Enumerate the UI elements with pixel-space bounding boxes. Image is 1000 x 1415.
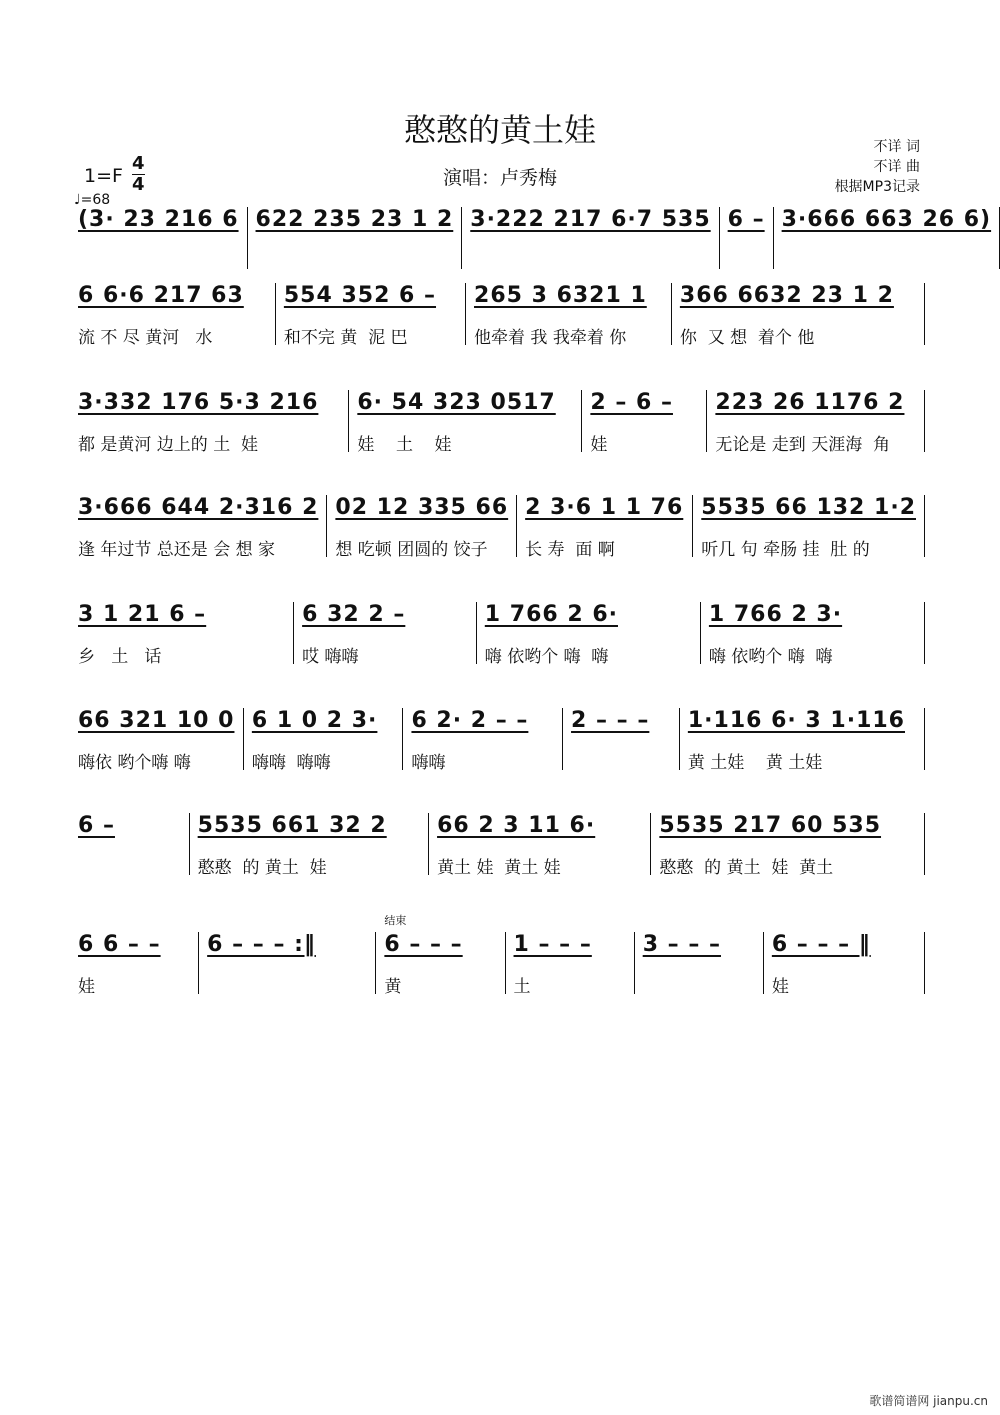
measure (403, 708, 563, 773)
notes: 3·666 663 26 6) (781, 207, 992, 232)
notes: 366 6632 23 1 2 (679, 283, 894, 308)
measure-line (70, 813, 925, 878)
notes: 5535 66 132 1·2 (701, 495, 916, 520)
lyrics: 娃 (78, 977, 95, 997)
measure (672, 283, 925, 348)
notes: 1 – – – (513, 932, 592, 957)
lyrics: 娃 (590, 435, 608, 455)
notes: 6 – – – :‖ (207, 932, 316, 957)
notes: 5535 661 32 2 (197, 813, 387, 838)
notes: 6 32 2 – (302, 602, 406, 627)
lyrics: 憨憨 的 黄土 娃 黄土 (659, 858, 834, 878)
lyrics: 想 吃顿 团圆的 饺子 (335, 540, 488, 560)
measure (774, 207, 1000, 269)
key-signature: 1=F (84, 165, 123, 187)
measure (244, 708, 404, 773)
meter-denominator: 4 (132, 174, 145, 195)
measure-line (70, 914, 925, 997)
staff-row (70, 602, 925, 667)
lyrics (78, 853, 181, 875)
measure (466, 283, 672, 348)
notes: 6 6·6 217 63 (78, 283, 244, 308)
lyrics: 娃 土 娃 (357, 435, 452, 455)
measure (462, 207, 719, 269)
measure (582, 390, 707, 455)
measure (517, 495, 693, 560)
notes: 5535 217 60 535 (659, 813, 882, 838)
notes: 6 – – – ‖ (771, 932, 871, 957)
measure (70, 813, 190, 875)
measure (506, 932, 635, 997)
notes: 1 766 2 6· (484, 602, 618, 627)
measure (70, 708, 244, 773)
notes: 6 – (727, 207, 765, 232)
notes: 265 3 6321 1 (474, 283, 647, 308)
notes: 1 766 2 3· (708, 602, 843, 627)
measure-line (70, 283, 925, 348)
lyrics (470, 247, 710, 269)
lyrics: 黄 土娃 黄 土娃 (687, 753, 823, 773)
notes: 02 12 335 66 (335, 495, 509, 520)
lyrics (207, 972, 367, 994)
credits (835, 137, 920, 197)
staff-row (70, 495, 925, 560)
lyrics: 听几 句 牵肠 挂 肚 的 (701, 540, 870, 560)
measure (707, 390, 925, 455)
lyrics: 黄 (384, 977, 402, 997)
notes: 6 2· 2 – – (411, 708, 529, 733)
notes: 6 1 0 2 3· (251, 708, 378, 733)
staff-row (70, 813, 925, 878)
measure (294, 602, 477, 667)
measure (190, 813, 429, 878)
notes: 1·116 6· 3 1·116 (687, 708, 905, 733)
lyrics: 嗨依 哟个嗨 嗨 (78, 753, 191, 773)
notes: (3· 23 216 6 (78, 207, 239, 232)
song-title: 憨憨的黄土娃 (403, 111, 596, 149)
notes: 2 – 6 – (590, 390, 673, 415)
singer: 演唱：卢秀梅 (442, 167, 557, 189)
notes: 3 1 21 6 – (78, 602, 207, 627)
staff-row (70, 207, 992, 269)
measure (70, 602, 294, 667)
measure (376, 914, 505, 997)
measure (327, 495, 517, 560)
measure-line (70, 390, 925, 455)
lyrics: 嗨嗨 (411, 753, 446, 773)
notes: 3·666 644 2·316 2 (78, 495, 319, 520)
measure (651, 813, 925, 878)
measure (680, 708, 925, 773)
lyrics: 嗨嗨 嗨嗨 (251, 753, 331, 773)
measure (276, 283, 466, 348)
staff-row (70, 283, 925, 348)
lyrics (78, 247, 239, 269)
measure (764, 932, 925, 997)
notes: 3·332 176 5·3 216 (78, 390, 319, 415)
measure (70, 207, 248, 269)
notes: 3 – – – (642, 932, 721, 957)
lyrics (571, 748, 671, 770)
measure-line (70, 708, 925, 773)
staff-row (70, 914, 925, 997)
notes: 622 235 23 1 2 (255, 207, 454, 232)
lyrics: 土 (513, 977, 531, 997)
lyrics: 和不完 黄 泥 巴 (283, 328, 408, 348)
lyrics: 长 寿 面 啊 (525, 540, 615, 560)
measure (693, 495, 925, 560)
notes: 6· 54 323 0517 (357, 390, 556, 415)
measure-line (70, 495, 925, 560)
notes: 66 2 3 11 6· (437, 813, 596, 838)
ending-label: 结束 (384, 914, 407, 927)
notes: 2 3·6 1 1 76 (525, 495, 684, 520)
measure (563, 708, 680, 770)
measure-line (70, 207, 992, 269)
lyricist: 不详 词 (873, 139, 920, 155)
staff-row (70, 708, 925, 773)
measure (701, 602, 925, 667)
lyrics: 憨憨 的 黄土 娃 (197, 858, 327, 878)
lyrics: 哎 嗨嗨 (302, 647, 359, 667)
lyrics (256, 247, 454, 269)
lyrics (643, 972, 755, 994)
lyrics: 逢 年过节 总还是 会 想 家 (78, 540, 276, 560)
notes: 554 352 6 – (283, 283, 437, 308)
measure (349, 390, 582, 455)
watermark: 歌谱简谱网 jianpu.cn (869, 1394, 988, 1408)
lyrics: 嗨 依哟个 嗨 嗨 (484, 647, 609, 667)
lyrics: 黄土 娃 黄土 娃 (437, 858, 561, 878)
lyrics: 他牵着 我 我牵着 你 (474, 328, 627, 348)
lyrics: 嗨 依哟个 嗨 嗨 (708, 647, 833, 667)
measure (199, 932, 376, 994)
notes: 223 26 1176 2 (715, 390, 905, 415)
staff-row (70, 390, 925, 455)
transcription-note: 根据MP3记录 (834, 179, 920, 195)
lyrics: 娃 (771, 977, 789, 997)
measure (477, 602, 701, 667)
lyrics (782, 247, 991, 269)
notes: 66 321 10 0 (78, 708, 235, 733)
measure (70, 390, 349, 455)
measure (70, 932, 199, 997)
lyrics: 无论是 走到 天涯海 角 (715, 435, 891, 455)
measure (248, 207, 463, 269)
lyrics: 你 又 想 着个 他 (679, 328, 815, 348)
measure (635, 932, 764, 994)
measure (429, 813, 651, 878)
lyrics: 流 不 尽 黄河 水 (78, 328, 213, 348)
measure (70, 283, 276, 348)
meter-numerator: 4 (132, 153, 145, 174)
notes: 6 6 – – (78, 932, 161, 957)
composer: 不详 曲 (873, 159, 920, 175)
notes: 2 – – – (571, 708, 650, 733)
lyrics (728, 247, 765, 269)
measure (720, 207, 774, 269)
notes: 6 – (78, 813, 115, 838)
notes: 6 – – – (384, 932, 463, 957)
time-signature (132, 154, 145, 195)
lyrics: 乡 土 话 (78, 647, 162, 667)
measure (70, 495, 327, 560)
lyrics: 都 是黄河 边上的 土 娃 (78, 435, 259, 455)
notes: 3·222 217 6·7 535 (470, 207, 711, 232)
measure-line (70, 602, 925, 667)
tempo-marking: ♩=68 (74, 192, 111, 208)
